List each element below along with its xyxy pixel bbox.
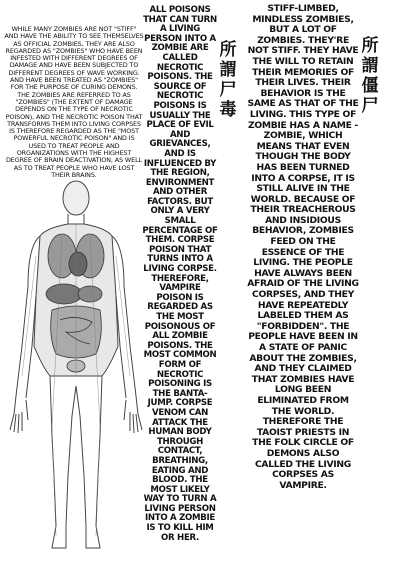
kanji-char: 尸 bbox=[219, 80, 237, 100]
right-text-block: STIFF-LIMBED, MINDLESS ZOMBIES, BUT A LOT OF ZOMBIES. THEY'RE NOT STIFF. THEY HAVE THE WILL TO RETAIN THEIR MEMORIES OF THEIR LIVES. THEIR BEHAVIOR IS THE SAME AS THAT OF THE LIVING. THIS TYPE OF ZOMBIE HAS A NAME - ZOMBIE, WHICH MEANS THAT EVEN THOUGH THE BODY HAS BEEN TURNED INTO A CORPSE, IT IS STILL ALIVE IN THE WORLD. BECAUSE OF THEIR TREACHEROUS AND INSIDIOUS BEHAVIOR, ZOMBIES FEED ON THE ESSENCE OF THE LIVING. THE PEOPLE HAVE ALWAYS BEEN AFRAID OF THE LIVING CORPSES, AND THEY HAVE REPEATEDLY LABELED THEM AS "FORBIDDEN". THE PEOPLE HAVE BEEN IN A STATE OF PANIC ABOUT THE ZOMBIES, AND THEY CLAIMED THAT ZOMBIES HAVE LONG BEEN ELIMINATED FROM THE WORLD. THEREFORE THE TAOIST PRIESTS IN THE FOLK CIRCLE OF DEMONS ALSO CALLED THE LIVING CORPSES AS VAMPIRE. bbox=[247, 3, 359, 491]
kanji-char: 僵 bbox=[361, 76, 379, 96]
kanji-char: 尸 bbox=[361, 96, 379, 116]
anatomy-figure bbox=[6, 176, 146, 561]
kanji-char: 謂 bbox=[361, 56, 379, 76]
kanji-char: 謂 bbox=[219, 60, 237, 80]
middle-text-block: ALL POISONS THAT CAN TURN A LIVING PERSON INTO A ZOMBIE ARE CALLED NECROTIC POISONS. THE SOURCE OF NECROTIC POISONS IS USUALLY THE PLACE OF EVIL AND GRIEVANCES, AND IS INFLUENCED BY THE REGION, ENVIRONMENT AND OTHER FACTORS. BUT ONLY A VERY SMALL PERCENTAGE OF THEM. CORPSE POISON THAT TURNS INTO A LIVING CORPSE. THEREFORE, VAMPIRE POISON IS REGARDED AS THE MOST POISONOUS OF ALL ZOMBIE POISONS. THE MOST COMMON FORM OF NECROTIC POISONING IS THE BANTA-JUMP. CORPSE VENOM CAN ATTACK THE HUMAN BODY THROUGH CONTACT, BREATHING, EATING AND BLOOD. THE MOST LIKELY WAY TO TURN A LIVING PERSON INTO A ZOMBIE IS TO KILL HIM OR HER. bbox=[142, 5, 218, 543]
kanji-char: 所 bbox=[219, 40, 237, 60]
vertical-heading-middle bbox=[218, 40, 238, 120]
vertical-heading-right bbox=[360, 36, 380, 116]
kanji-char: 毒 bbox=[219, 100, 237, 120]
kanji-char: 所 bbox=[361, 36, 379, 56]
left-text-block: WHILE MANY ZOMBIES ARE NOT "STIFF" AND HAVE THE ABILITY TO SEE THEMSELVES AS OFFICIAL ZOMBIES, THEY ARE ALSO REGARDED AS "ZOMBIES" WHO HAVE BEEN INFESTED WITH DIFFERENT DEGREES OF DAMAGE AND HAVE BEEN SUBJECTED TO DIFFERENT DEGREES OF WAVE WORKING. AND HAVE BEEN TREATED AS "ZOMBIES" FOR THE PURPOSE OF CURING DEMONS. THE ZOMBIES ARE REFERRED TO AS "ZOMBIES" (THE EXTENT OF DAMAGE DEPENDS ON THE TYPE OF NECROTIC POISON), AND THE NECROTIC POISON THAT TRANSFORMS THEM INTO LIVING CORPSES IS THEREFORE REGARDED AS THE "MOST POWERFUL NECROTIC POISON" AND IS USED TO TREAT PEOPLE AND ORGANIZATIONS WITH THE HIGHEST DEGREE OF BRAIN DEACTIVATION, AS WELL AS TO TREAT PEOPLE WHO HAVE LOST THEIR BRAINS. bbox=[4, 25, 144, 179]
